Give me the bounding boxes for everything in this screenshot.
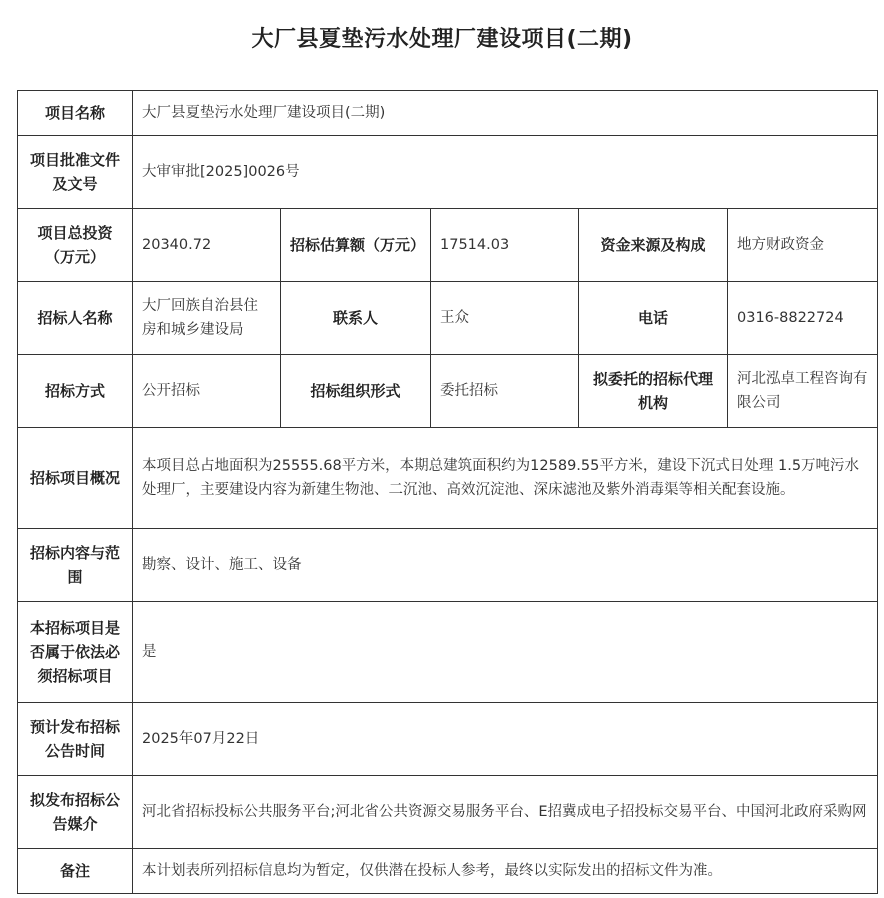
remark-label: 备注 [18,849,133,894]
project-name-label: 项目名称 [18,91,133,136]
page-title: 大厂县夏垫污水处理厂建设项目(二期) [251,27,633,52]
row-overview [18,428,878,529]
row-publish-time [18,703,878,776]
row-project-name [18,91,878,136]
scope-value: 勘察、设计、施工、设备 [133,529,878,602]
overview-label: 招标项目概况 [18,428,133,529]
investment-value: 20340.72 [133,209,281,282]
row-investment [18,209,878,282]
phone-label: 电话 [579,282,728,355]
project-name-value: 大厂县夏垫污水处理厂建设项目(二期) [133,91,878,136]
row-scope [18,529,878,602]
approval-doc-label: 项目批准文件及文号 [18,136,133,209]
row-mandatory [18,602,878,703]
agency-value: 河北泓卓工程咨询有限公司 [728,355,878,428]
media-value: 河北省招标投标公共服务平台;河北省公共资源交易服务平台、E招冀成电子招投标交易平台、中国河北政府采购网 [133,776,878,849]
row-tenderer [18,282,878,355]
estimate-label: 招标估算额（万元） [281,209,431,282]
fund-source-value: 地方财政资金 [728,209,878,282]
row-remark [18,849,878,894]
overview-value: 本项目总占地面积为25555.68平方米，本期总建筑面积约为12589.55平方米，建设下沉式日处理 1.5万吨污水处理厂，主要建设内容为新建生物池、二沉池、高效沉淀池、深床滤池及紫外消毒渠等相关配套设施。 [133,428,878,529]
org-form-value: 委托招标 [431,355,579,428]
mandatory-value: 是 [133,602,878,703]
fund-source-label: 资金来源及构成 [579,209,728,282]
row-method [18,355,878,428]
approval-doc-value: 大审审批[2025]0026号 [133,136,878,209]
row-media [18,776,878,849]
estimate-value: 17514.03 [431,209,579,282]
scope-label: 招标内容与范围 [18,529,133,602]
method-value: 公开招标 [133,355,281,428]
remark-value: 本计划表所列招标信息均为暂定，仅供潜在投标人参考，最终以实际发出的招标文件为准。 [133,849,878,894]
investment-label: 项目总投资（万元） [18,209,133,282]
contact-value: 王众 [431,282,579,355]
method-label: 招标方式 [18,355,133,428]
tenderer-value: 大厂回族自治县住房和城乡建设局 [133,282,281,355]
agency-label: 拟委托的招标代理机构 [579,355,728,428]
publish-time-label: 预计发布招标公告时间 [18,703,133,776]
media-label: 拟发布招标公告媒介 [18,776,133,849]
tender-plan-table [17,90,878,894]
phone-value: 0316-8822724 [728,282,878,355]
contact-label: 联系人 [281,282,431,355]
tenderer-label: 招标人名称 [18,282,133,355]
mandatory-label: 本招标项目是否属于依法必须招标项目 [18,602,133,703]
publish-time-value: 2025年07月22日 [133,703,878,776]
row-approval-doc [18,136,878,209]
org-form-label: 招标组织形式 [281,355,431,428]
